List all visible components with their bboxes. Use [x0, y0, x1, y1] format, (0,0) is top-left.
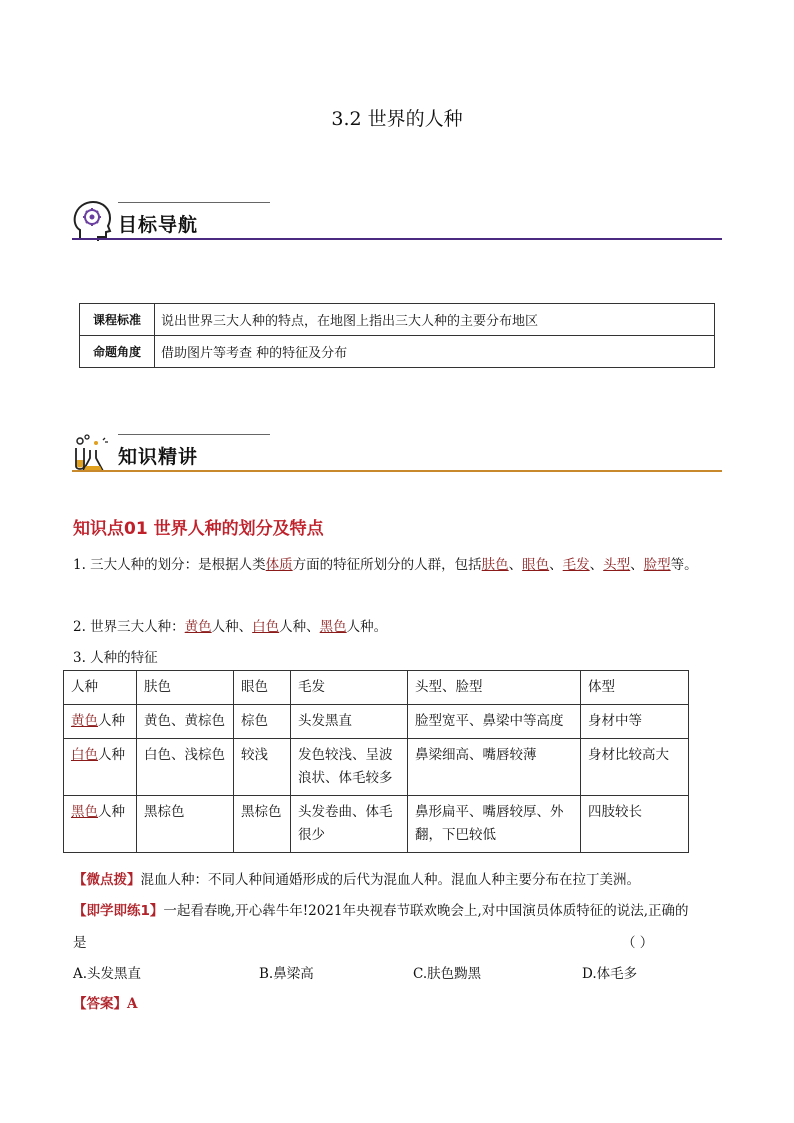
table-row [64, 705, 689, 739]
race-cell [64, 705, 137, 739]
column-header: 眼色 [234, 671, 291, 705]
practice-tag: 【即学即练1】 [73, 903, 164, 919]
column-header: 肤色 [137, 671, 234, 705]
column-header: 体型 [581, 671, 689, 705]
paragraph-traits-heading: 3. 人种的特征 [73, 650, 158, 666]
text-run: 人种 [98, 804, 125, 820]
text-run: 2. 世界三大人种： [73, 619, 185, 635]
answer-bracket: （ ） [622, 935, 654, 951]
table-row [64, 739, 689, 796]
underlined-term: 头型 [603, 557, 631, 573]
section-divider [72, 470, 722, 472]
section-header-knowledge [72, 432, 722, 476]
table-header-row [64, 671, 689, 705]
page-title: 3.2 世界的人种 [331, 108, 463, 130]
standards-table [79, 303, 715, 368]
text-run: 等。 [670, 557, 698, 573]
option-b: B.鼻梁高 [259, 966, 314, 982]
paragraph-classification [73, 553, 698, 573]
standards-label: 命题角度 [80, 336, 155, 368]
answer-value: A [127, 996, 138, 1012]
text-run: 人种。 [346, 619, 388, 635]
text-run: 人种 [98, 713, 125, 729]
answer-line [73, 992, 137, 1012]
standards-text: 借助图片等考查 种的特征及分布 [155, 336, 715, 368]
section-top-rule [118, 202, 270, 203]
tip-paragraph [73, 868, 640, 888]
skin-cell: 白色、浅棕色 [137, 739, 234, 796]
practice-question [73, 899, 689, 919]
knowledge-point-title: 知识点01 世界人种的划分及特点 [73, 519, 324, 539]
text-run: 人种、 [211, 619, 253, 635]
underlined-term: 黄色 [184, 619, 212, 635]
underlined-term: 白色 [71, 747, 98, 763]
column-header: 人种 [64, 671, 137, 705]
table-row [80, 336, 715, 368]
underlined-term: 黄色 [71, 713, 98, 729]
flask-icon [72, 432, 112, 474]
underlined-term: 脸型 [643, 557, 671, 573]
table-row [80, 304, 715, 336]
underlined-term: 肤色 [481, 557, 509, 573]
head-cell: 鼻形扁平、嘴唇较厚、外翻，下巴较低 [408, 796, 581, 853]
race-traits-table [63, 670, 689, 853]
text-run: 人种、 [279, 619, 320, 635]
section-top-rule [118, 434, 270, 435]
eye-cell: 较浅 [234, 739, 291, 796]
text-run: 、 [549, 557, 563, 573]
race-cell [64, 796, 137, 853]
section-title: 知识精讲 [118, 446, 199, 468]
skin-cell: 黑棕色 [137, 796, 234, 853]
underlined-term: 眼色 [522, 557, 550, 573]
section-header-goal [72, 200, 722, 244]
eye-cell: 黑棕色 [234, 796, 291, 853]
head-cell: 鼻梁细高、嘴唇较薄 [408, 739, 581, 796]
body-cell: 身材中等 [581, 705, 689, 739]
eye-cell: 棕色 [234, 705, 291, 739]
section-title: 目标导航 [118, 214, 199, 236]
head-gear-icon [72, 200, 112, 242]
standards-text: 说出世界三大人种的特点，在地图上指出三大人种的主要分布地区 [155, 304, 715, 336]
practice-question-cont: 是 [73, 935, 87, 951]
section-divider [72, 238, 722, 240]
tip-tag: 【微点拨】 [73, 872, 141, 888]
option-c: C.肤色黝黑 [413, 966, 482, 982]
table-row [64, 796, 689, 853]
option-d: D.体毛多 [582, 966, 638, 982]
text-run: 、 [589, 557, 604, 573]
tip-text: 混血人种：不同人种间通婚形成的后代为混血人种。混血人种主要分布在拉丁美洲。 [140, 872, 640, 888]
underlined-term: 体质 [265, 557, 293, 573]
text-run: 、 [508, 557, 523, 573]
text-run: 人种 [98, 747, 125, 763]
hair-cell: 头发卷曲、体毛很少 [291, 796, 408, 853]
underlined-term: 黑色 [71, 804, 98, 820]
answer-tag: 【答案】 [73, 996, 127, 1012]
column-header: 头型、脸型 [408, 671, 581, 705]
option-a: A.头发黑直 [73, 966, 142, 982]
text-run: 方面的特征所划分的人群，包括 [292, 557, 482, 573]
body-cell: 四肢较长 [581, 796, 689, 853]
hair-cell: 头发黑直 [291, 705, 408, 739]
hair-cell: 发色较浅、呈波浪状、体毛较多 [291, 739, 408, 796]
underlined-term: 白色 [252, 619, 280, 635]
body-cell: 身材比较高大 [581, 739, 689, 796]
text-run: 1. 三大人种的划分：是根据人类 [73, 557, 266, 573]
underlined-term: 黑色 [319, 619, 347, 635]
head-cell: 脸型宽平、鼻梁中等高度 [408, 705, 581, 739]
text-run: 、 [630, 557, 644, 573]
paragraph-three-races [73, 615, 387, 635]
practice-text: 一起看春晚,开心犇牛年!2021年央视春节联欢晚会上,对中国演员体质特征的说法,正确的 [163, 903, 689, 919]
race-cell [64, 739, 137, 796]
skin-cell: 黄色、黄棕色 [137, 705, 234, 739]
underlined-term: 毛发 [562, 557, 590, 573]
column-header: 毛发 [291, 671, 408, 705]
standards-label: 课程标准 [80, 304, 155, 336]
